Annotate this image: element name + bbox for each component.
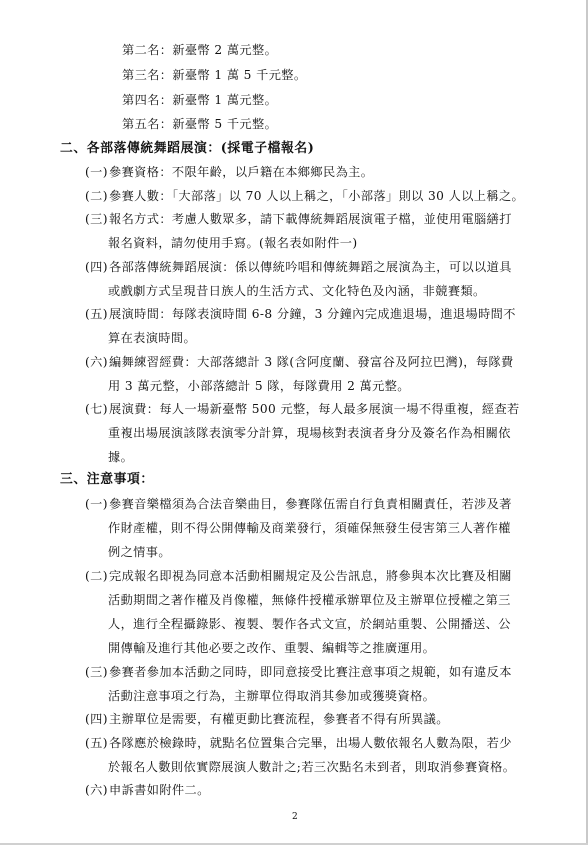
list-item-text: 開傳輸及進行其他必要之改作、重製、編輯等之推廣運用。 bbox=[108, 641, 436, 655]
list-item-text: 參賽者參加本活動之同時，即同意接受比賽注意事項之規範，如有違反本 bbox=[109, 665, 512, 679]
list-item-text: 完成報名即視為同意本活動相關規定及公告訊息，將參與本次比賽及相關 bbox=[109, 569, 512, 583]
list-item-label: (七) bbox=[85, 402, 108, 416]
list-item-text: 報名資料，請勿使用手寫。(報名表如附件一) bbox=[108, 236, 358, 250]
list-item-text: 活動注意事項之行為，主辦單位得取消其參加或獲獎資格。 bbox=[108, 689, 436, 703]
prize-line: 第五名：新臺幣 5 千元整。 bbox=[122, 117, 278, 131]
prize-line: 第四名：新臺幣 1 萬元整。 bbox=[122, 93, 278, 107]
list-item-text: 展演費：每人一場新臺幣 500 元整，每人最多展演一場不得重複，經查若 bbox=[109, 402, 520, 416]
list-item-text: 活動期間之著作權及肖像權，無條件授權承辦單位及主辦單位授權之第三 bbox=[108, 593, 511, 607]
list-item-label: (二) bbox=[85, 569, 108, 583]
list-item-text: 報名方式：考慮人數眾多，請下載傳統舞蹈展演電子檔，並使用電腦繕打 bbox=[109, 212, 512, 226]
list-item-text: 算在表演時間。 bbox=[108, 331, 197, 345]
list-item-text: 編舞練習經費：大部落總計 3 隊(含阿度蘭、發富谷及阿拉巴灣)，每隊費 bbox=[109, 355, 514, 369]
prize-line: 第三名：新臺幣 1 萬 5 千元整。 bbox=[122, 68, 307, 82]
list-item-text: 於報名人數則依實際展演人數計之;若三次點名未到者，則取消參賽資格。 bbox=[108, 760, 516, 774]
list-item-label: (六) bbox=[85, 783, 108, 797]
list-item-text: 主辦單位是需要，有權更動比賽流程，參賽者不得有所異議。 bbox=[109, 712, 449, 726]
list-item-label: (五) bbox=[85, 736, 108, 750]
list-item-text: 各部落傳統舞蹈展演：係以傳統吟唱和傳統舞蹈之展演為主，可以以道具 bbox=[109, 260, 512, 274]
list-item-text: 作財產權，則不得公開傳輸及商業發行，須確保無發生侵害第三人著作權 bbox=[108, 521, 511, 535]
list-item-label: (一) bbox=[85, 497, 108, 511]
list-item-text: 重複出場展演該隊表演零分計算，現場核對表演者身分及簽名作為相關依 bbox=[108, 426, 511, 440]
list-item-text: 用 3 萬元整，小部落總計 5 隊，每隊費用 2 萬元整。 bbox=[108, 379, 410, 393]
list-item-text: 人，進行全程攝錄影、複製、製作各式文宣，於網站重製、公開播送、公 bbox=[108, 617, 511, 631]
page-number: 2 bbox=[292, 812, 298, 822]
list-item-text: 參賽人數：「大部落」以 70 人以上稱之，「小部落」則以 30 人以上稱之。 bbox=[109, 189, 525, 203]
list-item-text: 例之情事。 bbox=[108, 545, 171, 559]
list-item-label: (六) bbox=[85, 355, 108, 369]
list-item-text: 參賽音樂檔須為合法音樂曲目，參賽隊伍需自行負責相關責任，若涉及著 bbox=[109, 497, 512, 511]
list-item-text: 申訴書如附件二。 bbox=[109, 783, 210, 797]
list-item-text: 展演時間：每隊表演時間 6-8 分鐘，3 分鐘內完成進退場，進退場時間不 bbox=[109, 307, 516, 321]
list-item-label: (四) bbox=[85, 260, 108, 274]
list-item-text: 據。 bbox=[108, 450, 134, 464]
section-heading: 三、注意事項： bbox=[60, 472, 154, 487]
section-heading: 二、各部落傳統舞蹈展演：(採電子檔報名) bbox=[60, 141, 315, 156]
list-item-label: (一) bbox=[85, 165, 108, 179]
list-item-text: 各隊應於檢錄時，就點名位置集合完畢，出場人數依報名人數為限，若少 bbox=[109, 736, 512, 750]
list-item-text: 或戲劇方式呈現昔日族人的生活方式、文化特色及內涵，非競賽類。 bbox=[108, 284, 486, 298]
list-item-label: (三) bbox=[85, 665, 108, 679]
list-item-label: (二) bbox=[85, 189, 108, 203]
prize-line: 第二名：新臺幣 2 萬元整。 bbox=[122, 43, 278, 57]
list-item-text: 參賽資格：不限年齡，以戶籍在本鄉鄉民為主。 bbox=[109, 165, 374, 179]
list-item-label: (四) bbox=[85, 712, 108, 726]
list-item-label: (五) bbox=[85, 307, 108, 321]
list-item-label: (三) bbox=[85, 212, 108, 226]
